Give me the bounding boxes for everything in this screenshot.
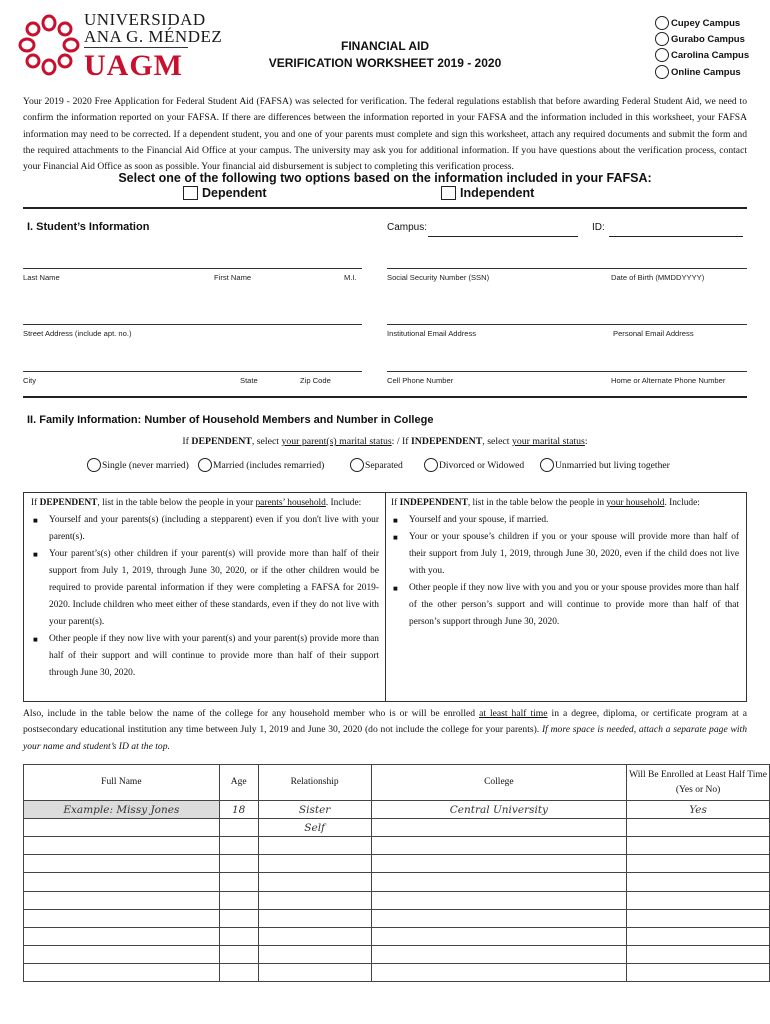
radio-button[interactable] <box>424 458 438 472</box>
text-span: If <box>182 436 192 447</box>
text-span: parents’ household <box>255 498 326 508</box>
dependent-checkbox[interactable] <box>183 186 198 200</box>
table-cell[interactable] <box>258 945 371 963</box>
table-cell[interactable] <box>24 855 220 873</box>
text-span: , list in the table below the people in <box>467 498 607 508</box>
campus-label: Campus: <box>387 222 428 233</box>
col-header-age: Age <box>219 765 258 801</box>
list-item <box>391 580 739 631</box>
brand-wordmark: UAGM <box>84 49 183 82</box>
list-item <box>31 546 379 631</box>
table-cell[interactable] <box>371 891 627 909</box>
street-field[interactable] <box>23 324 362 325</box>
table-cell[interactable] <box>219 909 258 927</box>
list-item <box>31 631 379 682</box>
text-span: in a degree, diploma, or certificate program at a postsecondary educational institution any time between July 1, 2019 and June 30, 2020 (do not include the college for your parents). <box>23 708 748 736</box>
last-name-label: Last Name <box>23 273 60 282</box>
phone-field[interactable] <box>387 371 747 372</box>
street-label: Street Address (include apt. no.) <box>23 329 132 338</box>
example-age: 18 <box>219 801 258 819</box>
state-label: State <box>240 376 258 385</box>
section-divider <box>23 207 747 209</box>
table-cell[interactable] <box>627 819 770 837</box>
table-row <box>24 873 770 891</box>
table-cell[interactable] <box>627 837 770 855</box>
list-item-text: Your or your spouse’s children if you or your spouse will provide more than half of their support from July 1, 2019, through June 30, 2020, even if the child does not live with you. <box>409 532 739 576</box>
campus-label: Online Campus <box>671 66 741 78</box>
table-cell[interactable] <box>24 837 220 855</box>
status-label: Unmarried but living together <box>555 459 670 471</box>
table-cell[interactable] <box>371 837 627 855</box>
table-cell[interactable] <box>627 909 770 927</box>
table-cell[interactable] <box>219 855 258 873</box>
example-relationship: Sister <box>258 801 371 819</box>
table-cell[interactable] <box>219 945 258 963</box>
university-name-line2: ANA G. MÉNDEZ <box>84 27 223 46</box>
text-span: your marital status <box>511 436 585 447</box>
col-header-enrolled: Will Be Enrolled at Least Half Time (Yes or No) <box>627 765 770 801</box>
ssn-label: Social Security Number (SSN) <box>387 273 490 282</box>
bullet-icon: ■ <box>393 584 398 593</box>
text-span: Also, include in the table below the name of the college for any household member who is or will be enrolled <box>23 708 480 719</box>
table-row <box>24 855 770 873</box>
household-table <box>23 764 770 982</box>
table-cell[interactable] <box>219 837 258 855</box>
marital-status-instructions <box>0 436 770 447</box>
table-cell[interactable] <box>24 891 220 909</box>
radio-button[interactable] <box>655 48 669 62</box>
list-item <box>391 529 739 580</box>
cell-label: Cell Phone Number <box>387 376 454 385</box>
text-span: INDEPENDENT <box>399 498 468 508</box>
text-span: : / If <box>391 436 411 447</box>
status-option-unmarried-together[interactable] <box>540 458 670 472</box>
table-row <box>24 909 770 927</box>
status-option-separated[interactable] <box>350 458 403 472</box>
list-item-text: Yourself and your parents(s) (including a stepparent) even if you don't live with your parent(s). <box>49 515 379 542</box>
example-name: Example: Missy Jones <box>24 801 220 819</box>
campus-option-online[interactable] <box>655 64 741 80</box>
list-item <box>391 512 739 529</box>
bullet-icon: ■ <box>393 516 398 525</box>
text-span: , select <box>482 436 512 447</box>
radio-button[interactable] <box>655 16 669 30</box>
table-cell[interactable] <box>371 963 627 981</box>
table-row <box>24 927 770 945</box>
status-label: Separated <box>365 459 403 471</box>
table-cell[interactable] <box>627 873 770 891</box>
status-option-divorced[interactable] <box>424 458 524 472</box>
text-span: If <box>31 498 40 508</box>
dependent-label: Dependent <box>202 186 267 200</box>
table-cell[interactable] <box>371 945 627 963</box>
dependent-instructions-intro <box>31 495 379 512</box>
text-span: INDEPENDENT <box>410 436 483 447</box>
radio-button[interactable] <box>350 458 364 472</box>
status-label: Single (never married) <box>102 459 189 471</box>
table-cell[interactable] <box>24 945 220 963</box>
bullet-icon: ■ <box>33 516 38 525</box>
table-row <box>24 837 770 855</box>
table-row <box>24 891 770 909</box>
table-cell[interactable] <box>24 963 220 981</box>
table-cell[interactable] <box>258 927 371 945</box>
text-span: , select <box>251 436 282 447</box>
table-cell[interactable] <box>258 837 371 855</box>
independent-label: Independent <box>460 186 535 200</box>
text-span: , list in the table below the people in your <box>97 498 256 508</box>
table-cell[interactable] <box>627 891 770 909</box>
text-span: your household <box>606 498 665 508</box>
campus-label: Carolina Campus <box>671 49 750 61</box>
independent-checkbox[interactable] <box>441 186 456 200</box>
col-header-college: College <box>371 765 627 801</box>
independent-instructions-intro <box>391 495 739 512</box>
table-cell[interactable] <box>219 927 258 945</box>
university-name-line1: UNIVERSIDAD <box>84 10 206 29</box>
radio-button[interactable] <box>198 458 212 472</box>
list-item-text: Other people if they now live with you and you or your spouse provides more than half of the other person’s support and will continue to provide more than half of that person’s support through June 30, 2020. <box>409 583 739 627</box>
table-cell[interactable] <box>258 855 371 873</box>
status-option-single[interactable] <box>87 458 189 472</box>
list-item <box>31 512 379 546</box>
id-label: ID: <box>592 222 605 233</box>
example-college: Central University <box>371 801 627 819</box>
table-cell[interactable] <box>24 873 220 891</box>
text-span: If <box>391 498 400 508</box>
city-field[interactable] <box>23 371 362 372</box>
personal-email-label: Personal Email Address <box>613 329 694 338</box>
table-cell[interactable] <box>627 855 770 873</box>
select-status-heading: Select one of the following two options based on the information included in your FAFSA: <box>118 171 652 185</box>
table-cell[interactable] <box>258 873 371 891</box>
bullet-icon: ■ <box>33 550 38 559</box>
first-name-label: First Name <box>214 273 252 282</box>
table-cell[interactable] <box>219 963 258 981</box>
dependent-option[interactable] <box>183 186 267 200</box>
independent-instructions <box>391 495 739 631</box>
table-cell[interactable] <box>24 927 220 945</box>
campus-option-cupey[interactable] <box>655 15 740 31</box>
table-cell[interactable] <box>371 927 627 945</box>
example-enrolled: Yes <box>627 801 770 819</box>
radio-button[interactable] <box>87 458 101 472</box>
text-span: your parent(s) marital status <box>281 436 392 447</box>
status-label: Married (includes remarried) <box>213 459 325 471</box>
table-cell[interactable] <box>371 873 627 891</box>
intro-paragraph: Your 2019 - 2020 Free Application for Federal Student Aid (FAFSA) was selected for verification. The federal regulations establish that before awarding Federal Student Aid, we need to confirm the information reported on your FAFSA. If there are differences between the information reported in your FAFSA and the information included in this worksheet, your FAFSA information may need to be corrected. If a dependent student, you and one of your parents must complete and sign this worksheet, attach any required documents and submit the form and the required attachments to the Financial Aid Office at your campus. The university may ask you for additional information. If you have questions about the verification process, contact your Financial Aid Office as soon as possible. Your financial aid disbursement is subject to completing this verification process. <box>23 96 747 173</box>
table-cell[interactable] <box>219 819 258 837</box>
ssn-dob-field[interactable] <box>387 268 747 269</box>
radio-button[interactable] <box>540 458 554 472</box>
table-cell[interactable] <box>258 909 371 927</box>
independent-option[interactable] <box>441 186 534 200</box>
section-divider <box>23 396 747 398</box>
text-span: : <box>584 436 588 447</box>
zip-label: Zip Code <box>300 376 331 385</box>
dependent-instructions <box>31 495 379 682</box>
college-instructions <box>23 706 747 755</box>
bullet-icon: ■ <box>33 635 38 644</box>
section2-title: II. Family Information: Number of Household Members and Number in College <box>27 414 434 426</box>
list-item-text: Yourself and your spouse, if married. <box>409 515 549 525</box>
table-row <box>24 819 770 837</box>
email-field[interactable] <box>387 324 747 325</box>
dob-label: Date of Birth (MMDDYYYY) <box>611 273 705 282</box>
radio-button[interactable] <box>655 65 669 79</box>
form-title: FINANCIAL AID <box>341 39 429 53</box>
list-item-text: Your parent’s(s) other children if your parent(s) will provide more than half of their support from July 1, 2019, through June 30, 2020, or if the other children would be required to provide parental information if they were completing a FAFSA for 2019-2020. Include children who meet either of these standards, even if they do not live with your parent(s). <box>49 549 379 627</box>
table-cell[interactable] <box>24 819 220 837</box>
self-relationship: Self <box>258 819 371 837</box>
text-span: DEPENDENT <box>39 498 98 508</box>
inst-email-label: Institutional Email Address <box>387 329 477 338</box>
table-cell[interactable] <box>371 909 627 927</box>
list-item-text: Other people if they now live with your parent(s) and your parent(s) provide more than half of their support and will continue to provide more than half of their support through June 30, 2020. <box>49 634 379 678</box>
mi-label: M.I. <box>344 273 357 282</box>
bullet-icon: ■ <box>393 533 398 542</box>
table-cell[interactable] <box>24 909 220 927</box>
section1-title: I. Student’s Information <box>27 221 150 233</box>
city-label: City <box>23 376 37 385</box>
table-cell[interactable] <box>219 891 258 909</box>
table-cell[interactable] <box>258 891 371 909</box>
campus-label: Gurabo Campus <box>671 33 745 45</box>
radio-button[interactable] <box>655 32 669 46</box>
table-cell[interactable] <box>371 855 627 873</box>
text-span: . Include: <box>325 498 362 508</box>
text-span: at least half time <box>479 708 548 719</box>
campus-option-carolina[interactable] <box>655 47 749 63</box>
name-field[interactable] <box>23 268 362 269</box>
col-header-full-name: Full Name <box>24 765 220 801</box>
table-cell[interactable] <box>627 963 770 981</box>
text-span: If more space is needed, attach a separate page with your name and student’s ID at the top. <box>23 724 748 752</box>
table-row <box>24 963 770 981</box>
home-phone-label: Home or Alternate Phone Number <box>611 376 726 385</box>
status-option-married[interactable] <box>198 458 324 472</box>
table-cell[interactable] <box>627 927 770 945</box>
text-span: . Include: <box>664 498 700 508</box>
form-subtitle: VERIFICATION WORKSHEET 2019 - 2020 <box>268 56 502 70</box>
table-cell[interactable] <box>627 945 770 963</box>
text-span: DEPENDENT <box>191 436 252 447</box>
table-row <box>24 945 770 963</box>
id-field[interactable] <box>609 236 743 237</box>
table-row-example <box>24 801 770 819</box>
column-divider <box>385 492 386 702</box>
table-header-row <box>24 765 770 801</box>
table-cell[interactable] <box>371 819 627 837</box>
table-cell[interactable] <box>219 873 258 891</box>
campus-option-gurabo[interactable] <box>655 31 745 47</box>
table-cell[interactable] <box>258 963 371 981</box>
col-header-relationship: Relationship <box>258 765 371 801</box>
campus-field[interactable] <box>428 236 578 237</box>
campus-label: Cupey Campus <box>671 17 741 29</box>
status-label: Divorced or Widowed <box>439 459 525 471</box>
